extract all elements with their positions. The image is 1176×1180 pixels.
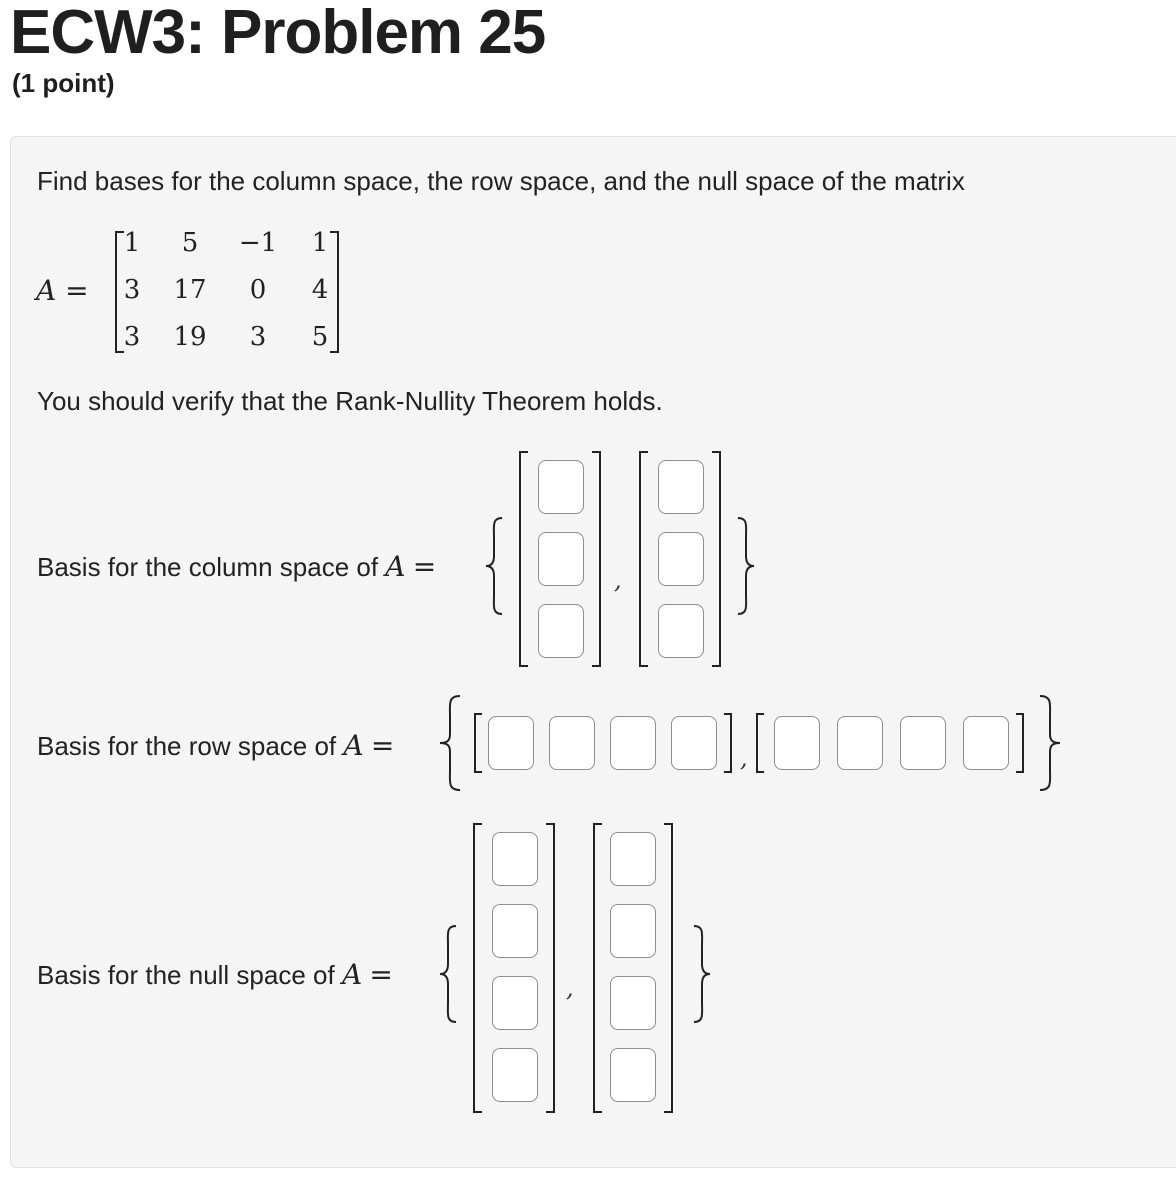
matrix-cell: −1 [238,228,278,258]
column-basis-vector-2-entry-1[interactable] [658,460,704,514]
row-space-label: Basis for the row space of A = [37,729,395,762]
column-space-close-brace [734,516,760,616]
matrix-cell: 5 [181,228,199,258]
matrix-cell: 4 [311,275,329,305]
column-basis-vector-1-entry-1[interactable] [538,460,584,514]
null-basis-vector-2-entry-3[interactable] [610,976,656,1030]
matrix-cell: 1 [311,228,329,258]
null-vector-2-left-bracket [588,822,608,1114]
matrix-cell: 5 [311,322,329,352]
row-basis-vector-2-entry-1[interactable] [774,716,820,770]
matrix-variable: A [36,274,57,307]
matrix-cell: 1 [123,228,141,258]
null-space-label: Basis for the null space of A = [37,958,393,991]
column-space-label: Basis for the column space of A = [37,550,437,583]
row-basis-vector-1-entry-3[interactable] [610,716,656,770]
null-vector-2-right-bracket [660,822,680,1114]
column-vector-1-right-bracket [588,450,608,668]
column-basis-vector-1-entry-3[interactable] [538,604,584,658]
column-vector-2-left-bracket [634,450,654,668]
null-basis-vector-1-entry-4[interactable] [492,1048,538,1102]
matrix-equals: = [65,274,89,307]
vector-separator: , [566,974,574,1002]
row-space-open-brace [436,694,466,792]
row-basis-vector-2-entry-4[interactable] [963,716,1009,770]
column-basis-vector-1-entry-2[interactable] [538,532,584,586]
point-value: (1 point) [12,68,115,98]
null-vector-1-left-bracket [468,822,488,1114]
null-space-open-brace [436,924,462,1024]
row-vector-2-right-bracket [1012,712,1028,774]
row-basis-vector-1-entry-2[interactable] [549,716,595,770]
matrix-cell: 19 [173,322,207,352]
null-vector-1-right-bracket [542,822,562,1114]
row-vector-1-right-bracket [720,712,736,774]
matrix-cell: 3 [123,322,141,352]
matrix-cell: 3 [123,275,141,305]
vector-separator: , [614,566,622,594]
column-basis-vector-2-entry-2[interactable] [658,532,704,586]
row-space-close-brace [1034,694,1064,792]
row-basis-vector-2-entry-2[interactable] [837,716,883,770]
verify-note: You should verify that the Rank-Nullity Theorem holds. [37,386,663,416]
page-title: ECW3: Problem 25 [10,0,546,67]
matrix-cell: 0 [249,275,267,305]
problem-prompt: Find bases for the column space, the row space, and the null space of the matrix [37,166,965,196]
null-space-close-brace [690,924,716,1024]
row-vector-1-left-bracket [470,712,486,774]
matrix-cell: 17 [173,275,207,305]
row-basis-vector-2-entry-3[interactable] [900,716,946,770]
matrix-definition-label [36,274,89,307]
null-basis-vector-1-entry-3[interactable] [492,976,538,1030]
null-basis-vector-1-entry-2[interactable] [492,904,538,958]
column-vector-1-left-bracket [514,450,534,668]
null-basis-vector-2-entry-4[interactable] [610,1048,656,1102]
column-basis-vector-2-entry-3[interactable] [658,604,704,658]
row-vector-2-left-bracket [752,712,768,774]
row-basis-vector-1-entry-4[interactable] [671,716,717,770]
column-vector-2-right-bracket [708,450,728,668]
null-basis-vector-1-entry-1[interactable] [492,832,538,886]
column-space-open-brace [482,516,508,616]
vector-separator: , [740,744,748,772]
null-basis-vector-2-entry-2[interactable] [610,904,656,958]
null-basis-vector-2-entry-1[interactable] [610,832,656,886]
matrix-cell: 3 [249,322,267,352]
row-basis-vector-1-entry-1[interactable] [488,716,534,770]
